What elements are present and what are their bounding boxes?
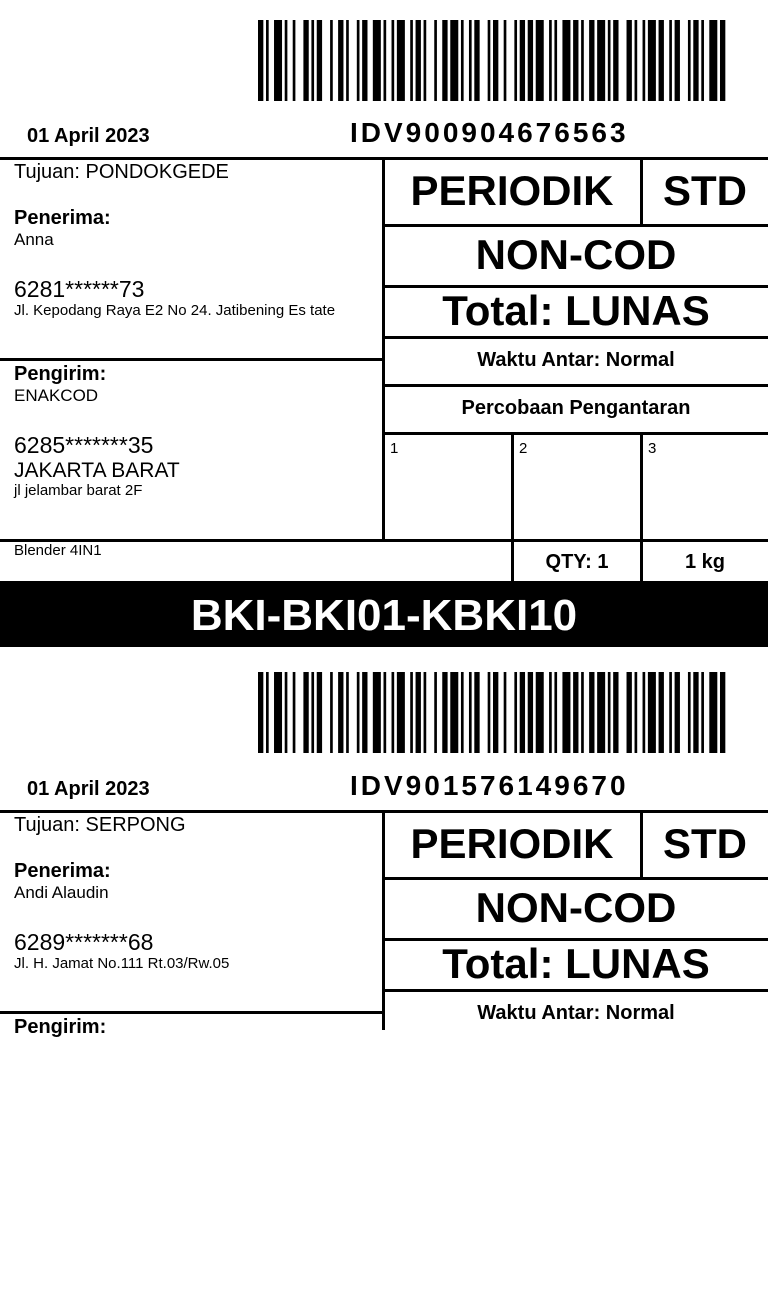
cod-status: NON-COD	[475, 884, 677, 931]
barcode-bar	[581, 20, 584, 101]
quantity: QTY: 1	[545, 551, 609, 573]
barcode-bar	[474, 20, 479, 101]
barcode-bar	[416, 20, 421, 101]
barcode-bar	[720, 20, 725, 101]
barcode-bar	[648, 672, 656, 753]
barcode-bar	[474, 672, 479, 753]
barcode-bar	[709, 672, 717, 753]
barcode-bar	[410, 672, 413, 753]
divider	[383, 432, 768, 435]
delivery-attempts-title: Percobaan Pengantaran	[461, 397, 691, 419]
item-description: Blender 4IN1	[14, 542, 102, 559]
barcode-bar	[303, 672, 308, 753]
barcode-bar	[424, 20, 427, 101]
barcode-bar	[311, 672, 314, 753]
barcode-bar	[597, 20, 605, 101]
barcode-bar	[330, 20, 333, 101]
barcode-bar	[285, 20, 288, 101]
barcode-bar	[709, 20, 717, 101]
barcode-bar	[581, 672, 584, 753]
service-type: STD	[663, 167, 747, 214]
sender-name: ENAKCOD	[14, 386, 99, 405]
barcode-bar	[258, 20, 263, 101]
divider	[383, 989, 768, 992]
barcode-bar	[384, 20, 387, 101]
barcode-bar	[669, 672, 672, 753]
barcode-bar	[520, 20, 525, 101]
barcode-bar	[303, 20, 308, 101]
barcode-bar	[608, 672, 611, 753]
barcode-bar	[493, 20, 498, 101]
barcode-bar	[373, 672, 381, 753]
barcode-bar	[330, 672, 333, 753]
service-type: STD	[663, 820, 747, 867]
sender-address: jl jelambar barat 2F	[14, 482, 143, 499]
divider	[383, 877, 768, 880]
barcode-bar	[589, 672, 594, 753]
weight: 1 kg	[684, 551, 726, 573]
barcode-bar	[461, 672, 464, 753]
barcode-bar	[643, 20, 646, 101]
delivery-time: Waktu Antar: Normal	[477, 349, 675, 371]
barcode-bar	[675, 20, 680, 101]
barcode-bar	[346, 20, 349, 101]
barcode-bar	[514, 672, 517, 753]
recipient-label: Penerima:	[14, 860, 111, 882]
barcode-bar	[373, 20, 381, 101]
recipient-label: Penerima:	[14, 207, 111, 229]
barcode-bar	[549, 20, 552, 101]
barcode-bar	[357, 672, 360, 753]
barcode-bar	[293, 20, 296, 101]
shipping-label	[0, 652, 768, 1304]
sender-label: Pengirim:	[14, 363, 107, 385]
barcode-bar	[392, 20, 395, 101]
barcode-bar	[504, 20, 507, 101]
barcode-bar	[338, 20, 343, 101]
barcode-bar	[285, 672, 288, 753]
barcode-bar	[693, 20, 698, 101]
barcode-bar	[688, 20, 691, 101]
ship-date: 01 April 2023	[27, 778, 150, 800]
sender-phone: 6285*******35	[14, 432, 154, 458]
barcode-bar	[597, 672, 605, 753]
attempt-box-3: 3	[648, 440, 657, 457]
barcode-bar	[434, 20, 437, 101]
barcode-bar	[397, 20, 405, 101]
barcode-bar	[659, 672, 664, 753]
barcode-bar	[549, 672, 552, 753]
barcode-bar	[528, 20, 533, 101]
barcode-bar	[659, 20, 664, 101]
barcode-bar	[338, 672, 343, 753]
barcode-bar	[589, 20, 594, 101]
recipient-phone: 6281******73	[14, 276, 145, 302]
barcode-bar	[613, 20, 618, 101]
tracking-number: IDV901576149670	[350, 770, 629, 801]
barcode-bar	[317, 672, 322, 753]
divider	[0, 539, 768, 542]
sort-code: BKI-BKI01-KBKI10	[0, 584, 768, 647]
destination: Tujuan: PONDOKGEDE	[14, 161, 229, 183]
payment-total: Total: LUNAS	[442, 287, 710, 334]
divider	[383, 384, 768, 387]
barcode-bar	[493, 672, 498, 753]
sender-city: JAKARTA BARAT	[14, 459, 180, 482]
tracking-number: IDV900904676563	[350, 117, 629, 148]
barcode-bar	[450, 20, 458, 101]
barcode-bar	[562, 672, 570, 753]
barcode-bar	[362, 20, 367, 101]
barcode-bar	[648, 20, 656, 101]
barcode-bar	[488, 672, 491, 753]
barcode-bar	[442, 20, 447, 101]
barcode-bar	[266, 20, 269, 101]
ship-date: 01 April 2023	[27, 125, 150, 147]
recipient-name: Andi Alaudin	[14, 883, 109, 902]
service-name: PERIODIK	[410, 167, 614, 214]
divider	[383, 224, 768, 227]
barcode-bar	[504, 672, 507, 753]
barcode-bar	[424, 672, 427, 753]
barcode-bar	[635, 20, 638, 101]
barcode-bar	[608, 20, 611, 101]
barcode-bar	[442, 672, 447, 753]
barcode-bar	[346, 672, 349, 753]
recipient-name: Anna	[14, 230, 54, 249]
barcode-bar	[528, 672, 533, 753]
barcode-icon	[258, 20, 728, 101]
cod-status: NON-COD	[475, 231, 677, 278]
divider	[0, 358, 384, 361]
barcode-bar	[488, 20, 491, 101]
barcode-bar	[643, 672, 646, 753]
recipient-phone: 6289*******68	[14, 929, 154, 955]
attempt-box-2: 2	[519, 440, 528, 457]
barcode-bar	[701, 20, 704, 101]
barcode-bar	[317, 20, 322, 101]
barcode-bar	[701, 672, 704, 753]
barcode-bar	[416, 672, 421, 753]
barcode-bar	[554, 672, 557, 753]
barcode-bar	[554, 20, 557, 101]
barcode-bar	[311, 20, 314, 101]
barcode-bar	[536, 672, 544, 753]
barcode-bar	[362, 672, 367, 753]
barcode-bar	[357, 20, 360, 101]
payment-total: Total: LUNAS	[442, 940, 710, 987]
service-name: PERIODIK	[410, 820, 614, 867]
barcode-bar	[562, 20, 570, 101]
barcode-bar	[461, 20, 464, 101]
attempt-box-1: 1	[390, 440, 399, 457]
barcode-bar	[613, 672, 618, 753]
barcode-bar	[675, 672, 680, 753]
barcode-bar	[669, 20, 672, 101]
divider	[0, 1011, 384, 1014]
recipient-address: Jl. H. Jamat No.111 Rt.03/Rw.05	[14, 955, 230, 972]
barcode-bar	[627, 20, 632, 101]
barcode-bar	[520, 672, 525, 753]
divider	[383, 336, 768, 339]
barcode-bar	[536, 20, 544, 101]
barcode-bar	[384, 672, 387, 753]
barcode-bar	[274, 20, 282, 101]
barcode-bar	[410, 20, 413, 101]
barcode-bar	[258, 672, 263, 753]
barcode-bar	[397, 672, 405, 753]
barcode-icon	[258, 672, 728, 753]
barcode-bar	[434, 672, 437, 753]
barcode-bar	[573, 672, 578, 753]
destination: Tujuan: SERPONG	[14, 814, 186, 836]
barcode-bar	[688, 672, 691, 753]
recipient-address: Jl. Kepodang Raya E2 No 24. Jatibening Es tate	[14, 302, 336, 319]
barcode-bar	[693, 672, 698, 753]
barcode-bar	[266, 672, 269, 753]
barcode-bar	[274, 672, 282, 753]
barcode-bar	[573, 20, 578, 101]
barcode-bar	[514, 20, 517, 101]
barcode-bar	[469, 20, 472, 101]
barcode-bar	[450, 672, 458, 753]
barcode-bar	[627, 672, 632, 753]
sender-label: Pengirim:	[14, 1016, 107, 1038]
barcode-bar	[469, 672, 472, 753]
barcode-bar	[720, 672, 725, 753]
barcode-bar	[293, 672, 296, 753]
barcode-bar	[635, 672, 638, 753]
delivery-time: Waktu Antar: Normal	[477, 1002, 675, 1024]
barcode-bar	[392, 672, 395, 753]
